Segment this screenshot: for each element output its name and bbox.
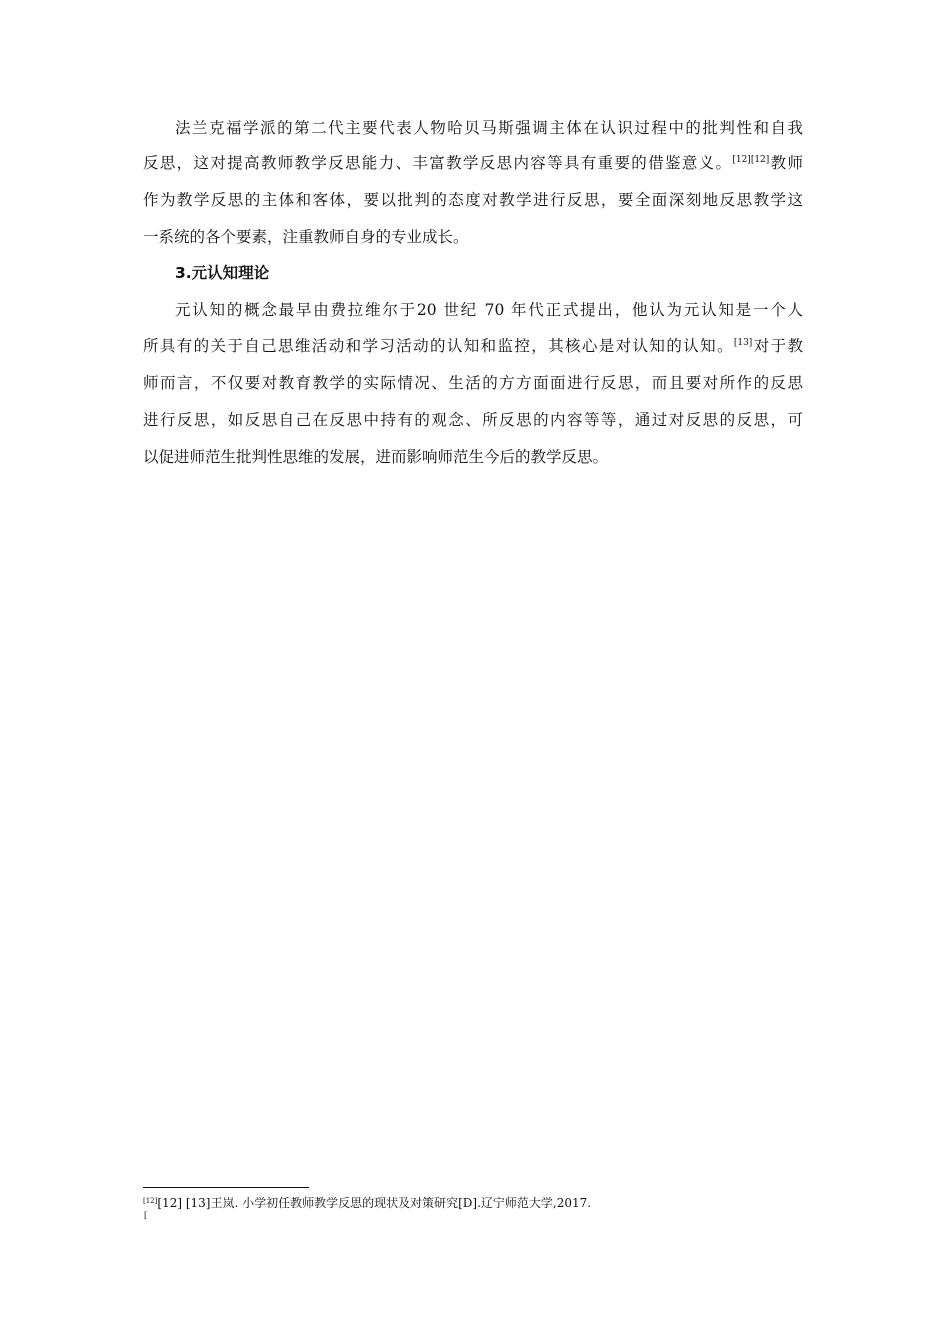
- paragraph-1-line-1: 法兰克福学派的第二代主要代表人物哈贝马斯强调主体在认识过程中的批判性和自我: [175, 119, 803, 137]
- paragraph-2-line-2-text: 所具有的关于自己思维活动和学习活动的认知和监控，其核心是对认知的认知。: [143, 337, 734, 355]
- footnote-mark: [: [144, 1211, 148, 1220]
- citation-12: [12][12]: [732, 155, 770, 165]
- footnote-divider: [143, 1187, 309, 1188]
- section-heading: 3.元认知理论: [175, 264, 270, 282]
- citation-13: [13]: [733, 338, 753, 348]
- paragraph-2-line-5: 以促进师范生批判性思维的发展，进而影响师范生今后的教学反思。: [143, 448, 609, 466]
- paragraph-1-line-2: [143, 153, 803, 173]
- footnote: [143, 1195, 591, 1211]
- paragraph-1-line-2-text: 反思，这对提高教师教学反思能力、丰富教学反思内容等具有重要的借鉴意义。: [143, 154, 733, 172]
- paragraph-2-line-4: 进行反思，如反思自己在反思中持有的观念、所反思的内容等等，通过对反思的反思，可: [143, 411, 803, 429]
- footnote-text: [12] [13]王岚. 小学初任教师教学反思的现状及对策研究[D].辽宁师范大学,2017.: [157, 1196, 592, 1210]
- paragraph-2-line-1: 元认知的概念最早由费拉维尔于20 世纪 70 年代正式提出，他认为元认知是一个人: [175, 301, 803, 319]
- paragraph-1-line-4: 一系统的各个要素，注重教师自身的专业成长。: [143, 228, 469, 246]
- paragraph-2-line-3: 师而言，不仅要对教育教学的实际情况、生活的方方面面进行反思，而且要对所作的反思: [143, 374, 803, 392]
- paragraph-2-line-2: [143, 336, 803, 356]
- footnote-superscript: [12]: [143, 1197, 158, 1205]
- paragraph-1-line-2-tail: 教师: [769, 154, 803, 172]
- paragraph-1-line-3: 作为教学反思的主体和客体，要以批判的态度对教学进行反思，要全面深刻地反思教学这: [143, 191, 803, 209]
- paragraph-2-line-2-tail: 对于教: [752, 337, 803, 355]
